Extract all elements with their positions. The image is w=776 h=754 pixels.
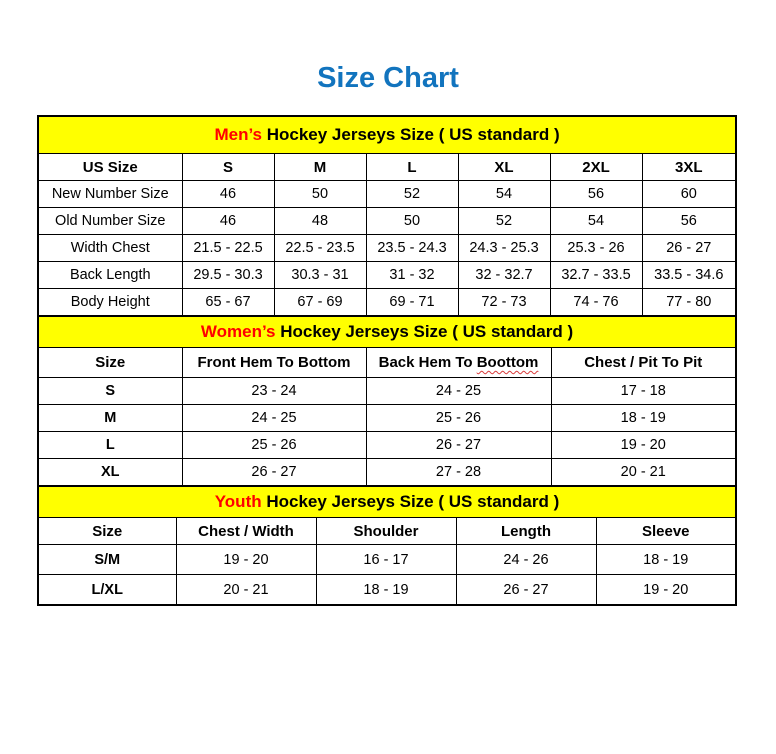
back-hem-misspelled-word: Boottom — [476, 354, 539, 371]
cell: 56 — [550, 181, 642, 208]
cell: 25.3 - 26 — [550, 235, 642, 262]
cell: 22.5 - 23.5 — [274, 235, 366, 262]
row-label: L/XL — [38, 575, 176, 606]
mens-header-m: M — [274, 154, 366, 181]
cell: 52 — [366, 181, 458, 208]
cell: 21.5 - 22.5 — [182, 235, 274, 262]
youth-row-lxl — [38, 575, 736, 606]
cell: 46 — [182, 181, 274, 208]
cell: 48 — [274, 208, 366, 235]
youth-band-row — [38, 486, 736, 518]
cell: 54 — [458, 181, 550, 208]
cell: 72 - 73 — [458, 289, 550, 317]
womens-header-back-hem — [366, 348, 551, 378]
cell: 24 - 26 — [456, 545, 596, 575]
youth-header-size: Size — [38, 518, 176, 545]
mens-header-l: L — [366, 154, 458, 181]
cell: 46 — [182, 208, 274, 235]
womens-row-l — [38, 432, 736, 459]
youth-header-chest-width: Chest / Width — [176, 518, 316, 545]
size-chart-tables — [37, 115, 735, 606]
mens-header-3xl: 3XL — [642, 154, 736, 181]
cell: 24.3 - 25.3 — [458, 235, 550, 262]
mens-title-accent: Men’s — [214, 125, 262, 144]
cell: 77 - 80 — [642, 289, 736, 317]
womens-header-row — [38, 348, 736, 378]
row-label: Old Number Size — [38, 208, 182, 235]
cell: 20 - 21 — [176, 575, 316, 606]
youth-header-sleeve: Sleeve — [596, 518, 736, 545]
cell: 50 — [274, 181, 366, 208]
cell: 54 — [550, 208, 642, 235]
youth-table-title — [38, 486, 736, 518]
womens-title-accent: Women’s — [200, 322, 276, 341]
cell: 18 - 19 — [316, 575, 456, 606]
cell: 20 - 21 — [551, 459, 736, 487]
cell: 69 - 71 — [366, 289, 458, 317]
womens-header-size: Size — [38, 348, 182, 378]
cell: 17 - 18 — [551, 378, 736, 405]
cell: 27 - 28 — [366, 459, 551, 487]
cell: 32.7 - 33.5 — [550, 262, 642, 289]
cell: 74 - 76 — [550, 289, 642, 317]
cell: 19 - 20 — [596, 575, 736, 606]
cell: 30.3 - 31 — [274, 262, 366, 289]
cell: 18 - 19 — [596, 545, 736, 575]
mens-row-back-length — [38, 262, 736, 289]
mens-row-body-height — [38, 289, 736, 317]
cell: 26 - 27 — [456, 575, 596, 606]
cell: 31 - 32 — [366, 262, 458, 289]
cell: 50 — [366, 208, 458, 235]
cell: 52 — [458, 208, 550, 235]
womens-row-m — [38, 405, 736, 432]
cell: 19 - 20 — [176, 545, 316, 575]
mens-size-table — [37, 115, 737, 317]
cell: 26 - 27 — [366, 432, 551, 459]
cell: 33.5 - 34.6 — [642, 262, 736, 289]
mens-table-title — [38, 116, 736, 154]
youth-title-accent: Youth — [214, 492, 262, 511]
mens-row-old-number-size — [38, 208, 736, 235]
womens-header-front-hem: Front Hem To Bottom — [182, 348, 366, 378]
cell: 23 - 24 — [182, 378, 366, 405]
size-chart-page — [0, 62, 776, 606]
youth-size-table — [37, 485, 737, 606]
cell: 56 — [642, 208, 736, 235]
row-label: L — [38, 432, 182, 459]
mens-row-width-chest — [38, 235, 736, 262]
row-label: S — [38, 378, 182, 405]
cell: 19 - 20 — [551, 432, 736, 459]
mens-header-row — [38, 154, 736, 181]
cell: 32 - 32.7 — [458, 262, 550, 289]
cell: 26 - 27 — [182, 459, 366, 487]
row-label: Back Length — [38, 262, 182, 289]
womens-table-title — [38, 316, 736, 348]
row-label: XL — [38, 459, 182, 487]
youth-header-length: Length — [456, 518, 596, 545]
mens-header-xl: XL — [458, 154, 550, 181]
back-hem-prefix: Back Hem To — [378, 354, 477, 371]
cell: 23.5 - 24.3 — [366, 235, 458, 262]
womens-size-table — [37, 315, 737, 487]
mens-title-text: Hockey Jerseys Size ( US standard ) — [262, 125, 560, 144]
cell: 16 - 17 — [316, 545, 456, 575]
cell: 24 - 25 — [366, 378, 551, 405]
page-title: Size Chart — [317, 62, 459, 94]
cell: 25 - 26 — [182, 432, 366, 459]
youth-header-shoulder: Shoulder — [316, 518, 456, 545]
mens-row-new-number-size — [38, 181, 736, 208]
youth-title-text: Hockey Jerseys Size ( US standard ) — [261, 492, 560, 511]
cell: 65 - 67 — [182, 289, 274, 317]
womens-title-text: Hockey Jerseys Size ( US standard ) — [275, 322, 574, 341]
row-label: Width Chest — [38, 235, 182, 262]
mens-header-us-size: US Size — [38, 154, 182, 181]
cell: 60 — [642, 181, 736, 208]
mens-header-2xl: 2XL — [550, 154, 642, 181]
row-label: M — [38, 405, 182, 432]
mens-header-s: S — [182, 154, 274, 181]
row-label: New Number Size — [38, 181, 182, 208]
cell: 67 - 69 — [274, 289, 366, 317]
cell: 29.5 - 30.3 — [182, 262, 274, 289]
womens-row-xl — [38, 459, 736, 487]
mens-band-row — [38, 116, 736, 154]
cell: 18 - 19 — [551, 405, 736, 432]
cell: 24 - 25 — [182, 405, 366, 432]
row-label: S/M — [38, 545, 176, 575]
cell: 25 - 26 — [366, 405, 551, 432]
womens-row-s — [38, 378, 736, 405]
youth-row-sm — [38, 545, 736, 575]
womens-header-chest: Chest / Pit To Pit — [551, 348, 736, 378]
row-label: Body Height — [38, 289, 182, 317]
womens-band-row — [38, 316, 736, 348]
youth-header-row — [38, 518, 736, 545]
cell: 26 - 27 — [642, 235, 736, 262]
